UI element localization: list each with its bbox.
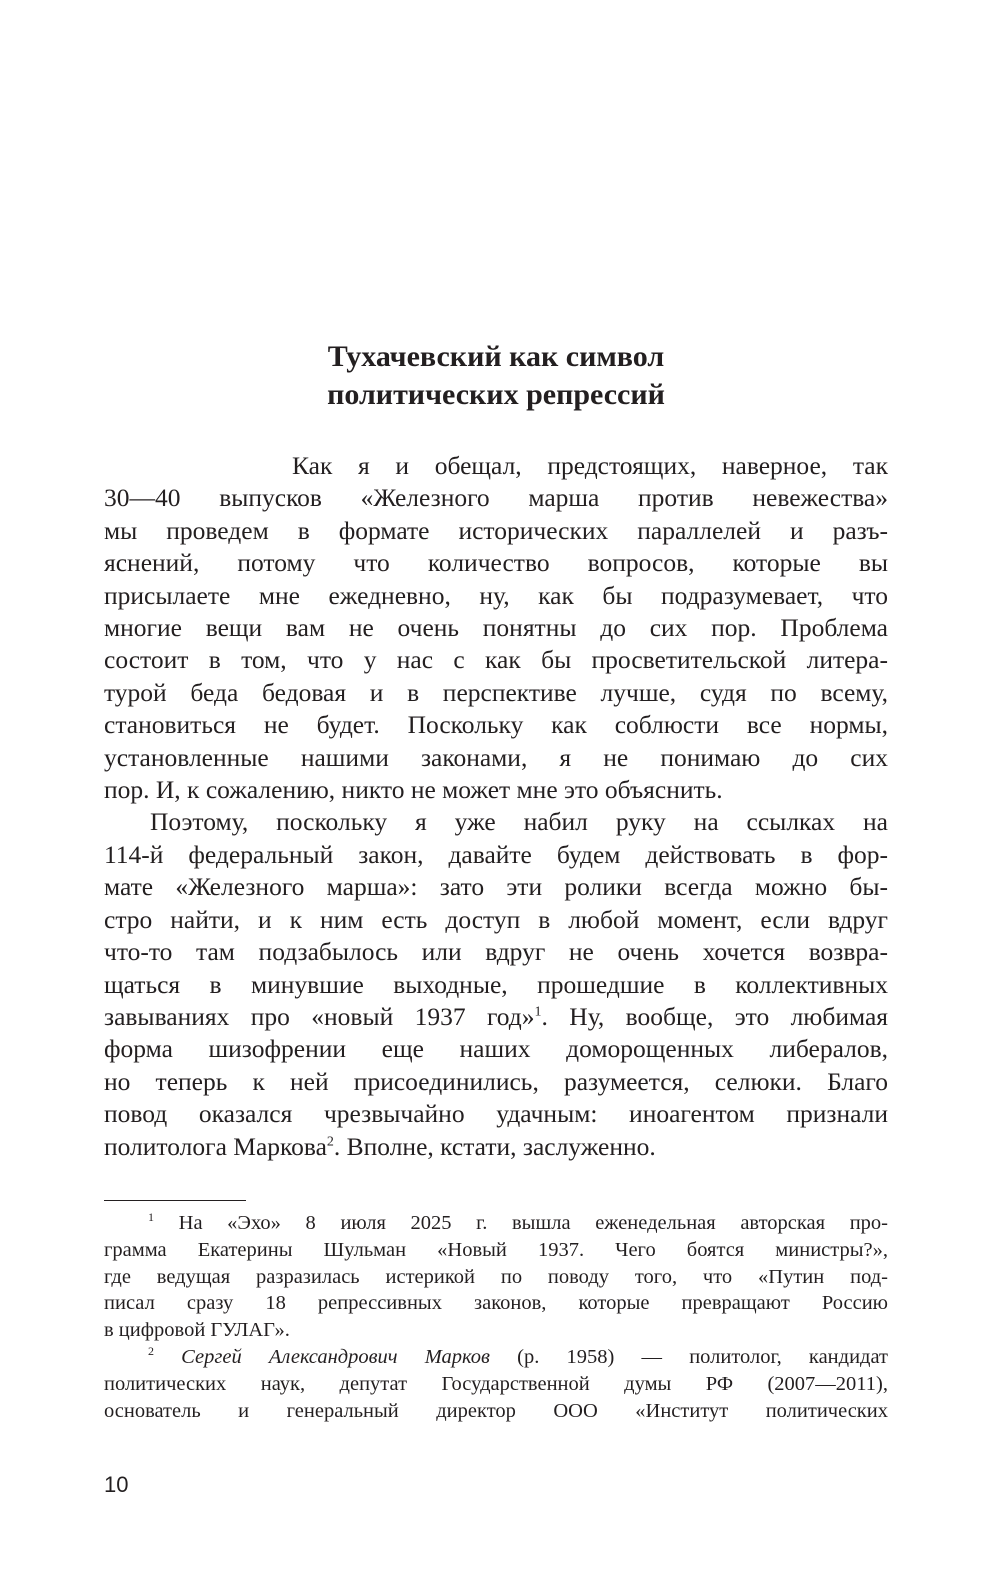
footnote-line: в цифровой ГУЛАГ». <box>104 1319 290 1342</box>
paragraph-line: 30—40 выпусков «Железного марша против невежества» <box>104 483 888 513</box>
paragraph-line <box>104 1001 888 1033</box>
footnote-line <box>104 1344 888 1371</box>
paragraph-line <box>104 1131 888 1163</box>
paragraph-line: щаться в минувшие выходные, прошедшие в коллективных <box>104 969 888 999</box>
footnote-ref-1[interactable]: 1 <box>534 1004 542 1020</box>
paragraph-line: что-то там подзабылось или вдруг не очень хочется возвра- <box>104 937 888 967</box>
footnote-line: где ведущая разразилась истерикой по поводу того, что «Путин под- <box>104 1265 888 1288</box>
footnote-text: На «Эхо» 8 июля 2025 г. вышла еженедельная авторская про- <box>154 1212 888 1234</box>
page-number: 10 <box>104 1472 129 1497</box>
paragraph-line: форма шизофрении еще наших доморощенных либералов, <box>104 1034 888 1064</box>
footnote-ref-2[interactable]: 2 <box>326 1134 334 1150</box>
paragraph-line: стро найти, и к ним есть доступ в любой момент, если вдруг <box>104 904 888 934</box>
line-text: . Вполне, кстати, заслуженно. <box>333 1131 656 1161</box>
chapter-title <box>104 338 888 414</box>
paragraph-line: присылаете мне ежедневно, ну, как бы подразумевает, что <box>104 580 888 610</box>
footnote-number: 1 <box>148 1210 154 1225</box>
paragraph-1 <box>104 450 888 806</box>
paragraph-line: состоит в том, что у нас с как бы просветительской литера- <box>104 645 888 675</box>
line-text: политолога Маркова <box>104 1131 327 1161</box>
line-text: завываниях про «новый 1937 год» <box>104 1001 535 1031</box>
paragraph-line: Поэтому, поскольку я уже набил руку на ссылках на <box>150 807 888 837</box>
footnote-number: 2 <box>148 1344 154 1359</box>
paragraph-line: мате «Железного марша»: зато эти ролики всегда можно бы- <box>104 872 888 902</box>
footnote-line: писал сразу 18 репрессивных законов, которые превращают Россию <box>104 1292 888 1315</box>
footnote-line: политических наук, депутат Государственной думы РФ (2007—2011), <box>104 1372 888 1395</box>
chapter-title-line-2: политических репрессий <box>327 378 665 411</box>
footnote-line: грамма Екатерины Шульман «Новый 1937. Чего боятся министры?», <box>104 1238 888 1261</box>
footnote-2 <box>104 1344 888 1424</box>
paragraph-line: 114-й федеральный закон, давайте будем действовать в фор- <box>104 839 888 869</box>
footnote-line <box>104 1210 888 1237</box>
paragraph-line: яснений, потому что количество вопросов, которые вы <box>104 548 888 578</box>
paragraph-line: пор. И, к сожалению, никто не может мне это объяснить. <box>104 775 723 805</box>
paragraph-line: но теперь к ней присоединились, разумеется, селюки. Благо <box>104 1066 888 1096</box>
footnote-line: основатель и генеральный директор ООО «Институт политических <box>104 1399 888 1422</box>
paragraph-line: становиться не будет. Поскольку как соблюсти все нормы, <box>104 710 888 740</box>
footnote-person-name: Сергей Александрович Марков <box>154 1345 490 1368</box>
paragraph-line: мы проведем в формате исторических параллелей и разъ- <box>104 515 888 545</box>
paragraph-line: турой беда бедовая и в перспективе лучше, судя по всему, <box>104 677 888 707</box>
footnote-divider <box>104 1200 246 1201</box>
paragraph-2 <box>104 806 888 1162</box>
paragraph-line: Как я и обещал, предстоящих, наверное, так <box>292 451 888 480</box>
chapter-title-line-1: Тухачевский как символ <box>327 340 665 373</box>
paragraph-line: многие вещи вам не очень понятны до сих пор. Проблема <box>104 613 888 643</box>
footnote-text: (р. 1958) — политолог, кандидат <box>489 1345 888 1368</box>
footnotes <box>104 1210 888 1424</box>
paragraph-line: установленные нашими законами, я не понимаю до сих <box>104 742 888 772</box>
line-text: . Ну, вообще, это любимая <box>541 1001 888 1031</box>
paragraph-line: повод оказался чрезвычайно удачным: иноагентом признали <box>104 1099 888 1129</box>
footnote-1 <box>104 1210 888 1344</box>
main-text <box>104 450 888 1163</box>
